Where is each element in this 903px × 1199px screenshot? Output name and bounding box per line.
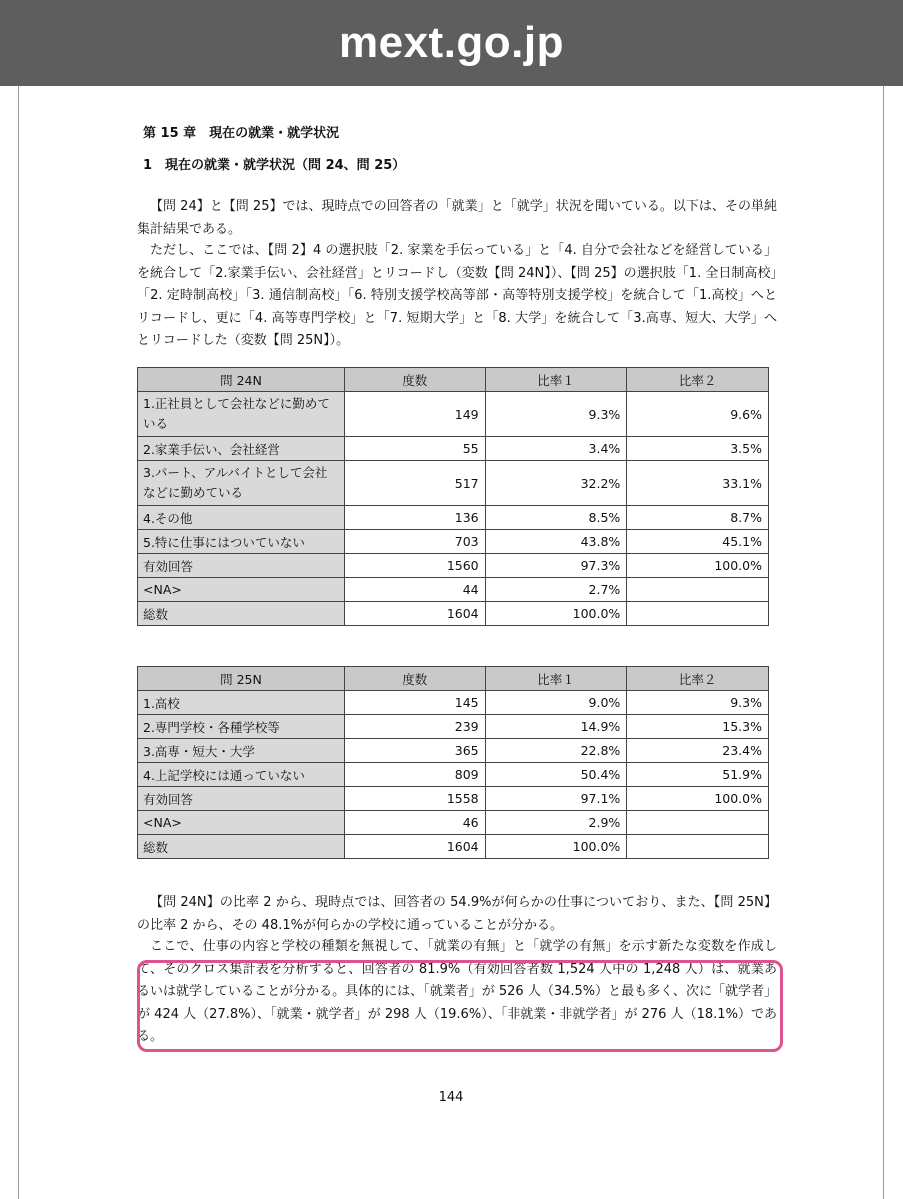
row-ratio1: 100.0% [485, 602, 627, 626]
row-label: 1.高校 [138, 691, 345, 715]
page-number: 144 [438, 1090, 464, 1105]
table-row [138, 811, 769, 835]
row-count: 239 [344, 715, 485, 739]
intro-paragraph-1: 【問 24】と【問 25】では、現時点での回答者の「就業」と「就学」状況を聞いている。以下は、その単純集計結果である。 [137, 199, 777, 237]
table-row [138, 787, 769, 811]
row-label: 有効回答 [138, 787, 345, 811]
row-ratio1: 3.4% [485, 437, 627, 461]
row-ratio2: 33.1% [627, 461, 769, 506]
row-count: 1558 [344, 787, 485, 811]
header-ratio2: 比率２ [627, 667, 769, 691]
row-ratio1: 97.3% [485, 554, 627, 578]
header-question: 問 25N [138, 667, 345, 691]
row-count: 1560 [344, 554, 485, 578]
row-label: 1.正社員として会社などに勤めている [138, 392, 345, 437]
row-label: 5.特に仕事にはついていない [138, 530, 345, 554]
row-ratio2: 100.0% [627, 787, 769, 811]
highlight-box [137, 960, 783, 1052]
page-edge-right [883, 86, 884, 1199]
row-ratio2: 3.5% [627, 437, 769, 461]
header-ratio2: 比率２ [627, 368, 769, 392]
row-label: 4.上記学校には通っていない [138, 763, 345, 787]
row-ratio1: 2.9% [485, 811, 627, 835]
table-q24n [137, 367, 769, 626]
row-count: 46 [344, 811, 485, 835]
row-ratio1: 8.5% [485, 506, 627, 530]
row-count: 365 [344, 739, 485, 763]
table-row [138, 392, 769, 437]
row-label: 3.パート、アルバイトとして会社などに勤めている [138, 461, 345, 506]
row-ratio1: 50.4% [485, 763, 627, 787]
row-ratio2: 23.4% [627, 739, 769, 763]
chapter-title: 第 15 章 現在の就業・就学状況 [143, 126, 340, 141]
row-label: 総数 [138, 602, 345, 626]
intro-paragraph-2: ただし、ここでは、【問 2】4 の選択肢「2. 家業を手伝っている」と「4. 自分で会社などを経営している」を統合して「2.家業手伝い、会社経営」とリコードし（変数【問 24N】）、【問 25】の選択肢「1. 全日制高校」「2. 定時制高校」「3. 通信制高校」「6. 特別支援学校高等部・高等特別支援学校」を統合して「1.高校」へとリコードし、更に「4. 高等専門学校」と「7. 短期大学」と「8. 大学」を統合して「3.高専、短大、大学」へとリコードした（変数【問 25N】）。 [137, 243, 777, 348]
row-ratio1: 9.3% [485, 392, 627, 437]
row-ratio2 [627, 835, 769, 859]
table-row [138, 506, 769, 530]
section-title: 1 現在の就業・就学状況（問 24、問 25） [143, 158, 406, 173]
row-ratio2 [627, 578, 769, 602]
row-count: 703 [344, 530, 485, 554]
header-count: 度数 [344, 368, 485, 392]
row-count: 55 [344, 437, 485, 461]
row-count: 1604 [344, 835, 485, 859]
table-row [138, 554, 769, 578]
row-ratio2 [627, 602, 769, 626]
table-row [138, 835, 769, 859]
header-count: 度数 [344, 667, 485, 691]
table-header-row [138, 667, 769, 691]
header-ratio1: 比率１ [485, 368, 627, 392]
domain-label: mext.go.jp [338, 18, 565, 67]
row-label: 2.家業手伝い、会社経営 [138, 437, 345, 461]
row-label: <NA> [138, 811, 345, 835]
table-row [138, 739, 769, 763]
table-q25n [137, 666, 769, 859]
row-count: 517 [344, 461, 485, 506]
row-ratio1: 2.7% [485, 578, 627, 602]
header-ratio1: 比率１ [485, 667, 627, 691]
row-label: 4.その他 [138, 506, 345, 530]
row-label: 3.高専・短大・大学 [138, 739, 345, 763]
row-count: 1604 [344, 602, 485, 626]
row-ratio2: 100.0% [627, 554, 769, 578]
table-row [138, 461, 769, 506]
row-count: 136 [344, 506, 485, 530]
table-row [138, 602, 769, 626]
table-row [138, 763, 769, 787]
table-header-row [138, 368, 769, 392]
row-ratio2: 9.3% [627, 691, 769, 715]
row-ratio2: 51.9% [627, 763, 769, 787]
row-ratio1: 14.9% [485, 715, 627, 739]
row-ratio1: 9.0% [485, 691, 627, 715]
row-label: 有効回答 [138, 554, 345, 578]
row-ratio2 [627, 811, 769, 835]
row-count: 44 [344, 578, 485, 602]
row-ratio1: 97.1% [485, 787, 627, 811]
summary-paragraph-1: 【問 24N】の比率 2 から、現時点では、回答者の 54.9%が何らかの仕事についており、また、【問 25N】の比率 2 から、その 48.1%が何らかの学校に通っていることが分かる。 [137, 895, 777, 933]
row-count: 145 [344, 691, 485, 715]
row-label: <NA> [138, 578, 345, 602]
row-ratio2: 45.1% [627, 530, 769, 554]
table-row [138, 437, 769, 461]
row-label: 2.専門学校・各種学校等 [138, 715, 345, 739]
table-row [138, 691, 769, 715]
table-row [138, 715, 769, 739]
document-page [19, 86, 883, 1199]
table-row [138, 578, 769, 602]
row-ratio1: 100.0% [485, 835, 627, 859]
browser-address-bar[interactable] [0, 0, 903, 86]
summary-paragraph-2: ここで、仕事の内容と学校の種類を無視して、「就業の有無」と「就学の有無」を示す新たな変数を作成して、そのクロス集計表を分析すると、回答者の 81.9%（有効回答者数 1,524 人中の 1,248 人）は、就業あるいは就学していることが分かる。具体的には、「就業者」が 526 人（34.5%）と最も多く、次に「就学者」が 424 人（27.8%）、「就業・就学者」が 298 人（19.6%）、「非就業・非就学者」が 276 人（18.1%）である。 [137, 939, 777, 1044]
header-question: 問 24N [138, 368, 345, 392]
row-ratio1: 22.8% [485, 739, 627, 763]
row-ratio1: 32.2% [485, 461, 627, 506]
row-ratio2: 15.3% [627, 715, 769, 739]
row-count: 149 [344, 392, 485, 437]
row-ratio2: 8.7% [627, 506, 769, 530]
row-ratio2: 9.6% [627, 392, 769, 437]
table-row [138, 530, 769, 554]
row-label: 総数 [138, 835, 345, 859]
row-count: 809 [344, 763, 485, 787]
row-ratio1: 43.8% [485, 530, 627, 554]
